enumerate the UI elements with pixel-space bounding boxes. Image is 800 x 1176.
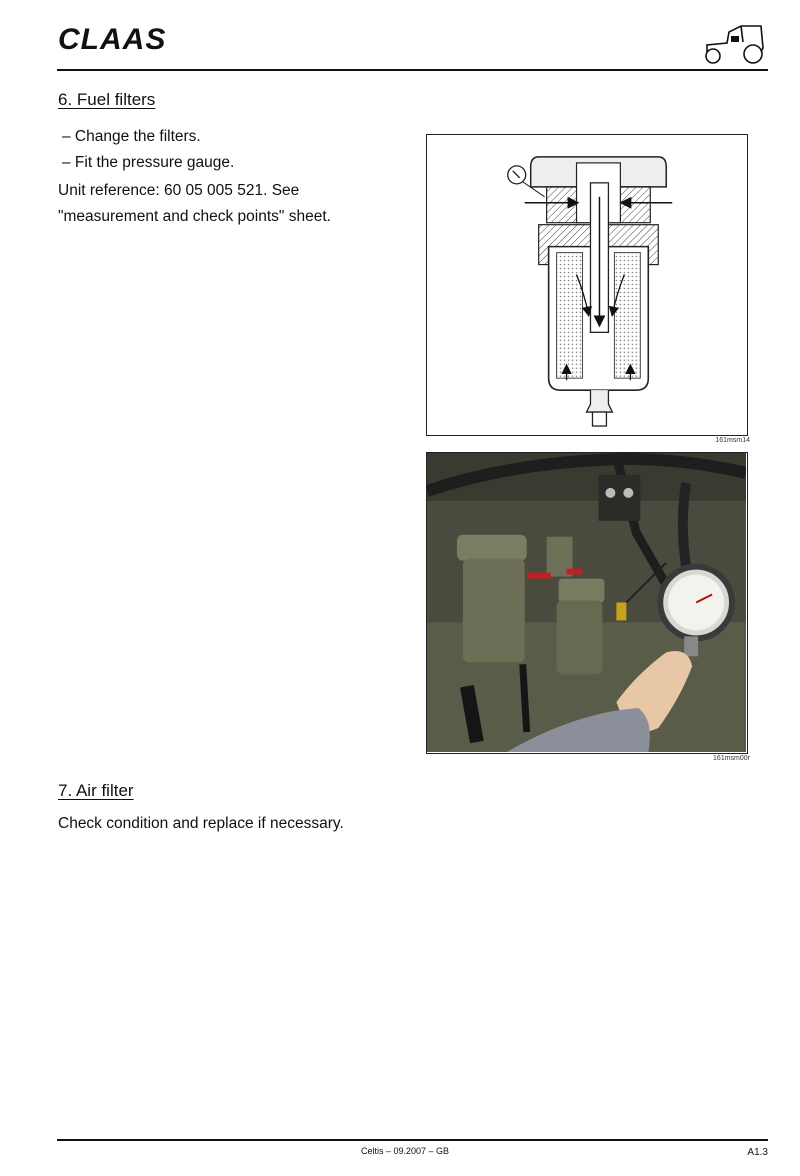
air-filter-instruction: Check condition and replace if necessary.: [58, 815, 344, 832]
svg-text:CLAAS: CLAAS: [58, 24, 167, 54]
header-rule: [57, 69, 768, 71]
claas-logo: [58, 24, 190, 54]
pressure-gauge-photo: [426, 452, 748, 754]
instruction-fit-gauge: – Fit the pressure gauge.: [62, 154, 235, 171]
footer-model-date: Celtis – 09.2007 – GB: [360, 1146, 450, 1156]
section-heading-fuel-filters: 6. Fuel filters: [58, 90, 156, 109]
instruction-change-filters: – Change the filters.: [62, 128, 201, 145]
footer-rule: [57, 1139, 768, 1141]
diagram-caption: 161msm14: [715, 437, 750, 444]
photo-caption: 161msm00r: [713, 755, 750, 762]
page-number: A1.3: [747, 1147, 768, 1158]
fuel-filter-diagram: [426, 134, 748, 436]
section-heading-air-filter: 7. Air filter: [58, 781, 134, 800]
tractor-icon: [697, 18, 769, 66]
unit-reference-text: Unit reference: 60 05 005 521. See "measurement and check points" sheet.: [58, 182, 331, 225]
